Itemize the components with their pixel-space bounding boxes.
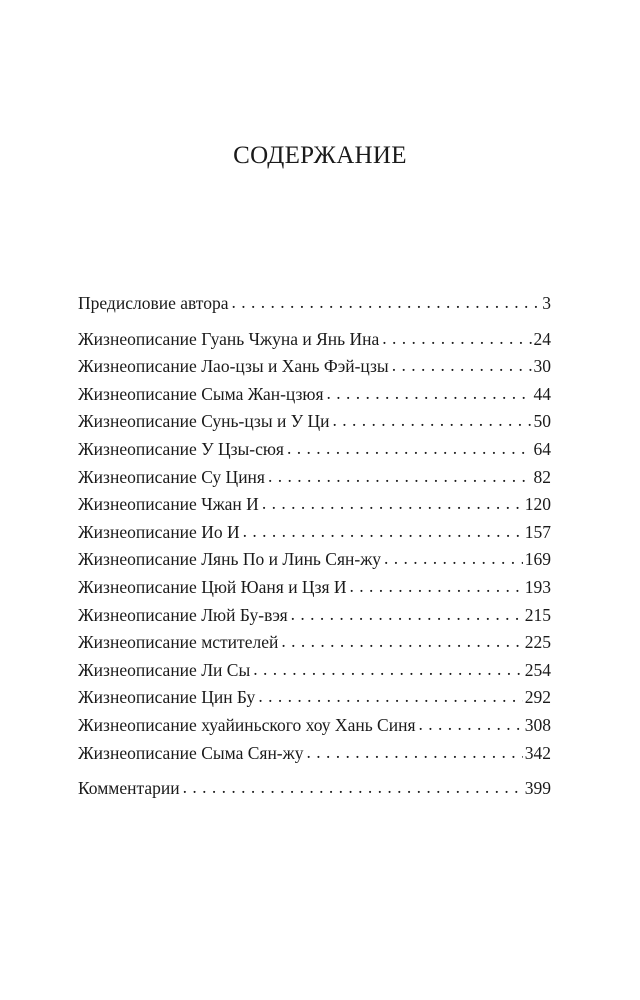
toc-entry — [78, 629, 551, 657]
toc-entry-page: 157 — [524, 521, 551, 542]
toc-leader-dots — [253, 656, 523, 684]
table-of-contents — [78, 290, 551, 803]
toc-entry — [78, 353, 551, 381]
toc-entry — [78, 519, 551, 547]
toc-entry — [78, 290, 551, 318]
toc-leader-dots — [333, 407, 532, 435]
toc-entry-page: 254 — [524, 659, 551, 680]
toc-entry-page: 30 — [533, 356, 551, 377]
toc-entry-label: Жизнеописание Ио И — [78, 521, 240, 542]
toc-leader-dots — [232, 289, 541, 317]
toc-entry — [78, 684, 551, 712]
toc-entry-page: 3 — [542, 293, 551, 313]
toc-entry — [78, 574, 551, 602]
toc-leader-dots — [392, 352, 532, 380]
toc-entry-page: 342 — [524, 742, 551, 763]
page-title: СОДЕРЖАНИЕ — [233, 142, 407, 169]
toc-leader-dots — [268, 463, 532, 491]
toc-entry-page: 225 — [524, 632, 551, 653]
toc-entry-label: Жизнеописание Сыма Сян-жу — [78, 742, 304, 763]
toc-leader-dots — [183, 774, 523, 802]
toc-entry-label: Предисловие автора — [78, 293, 229, 313]
toc-entry-label: Жизнеописание Су Циня — [78, 466, 265, 487]
toc-entry-label: Жизнеописание Лао-цзы и Хань Фэй-цзы — [78, 356, 389, 377]
toc-leader-dots — [350, 573, 523, 601]
toc-entry-label: Жизнеописание Лянь По и Линь Сян-жу — [78, 549, 382, 570]
toc-entry — [78, 775, 551, 803]
toc-entry — [78, 740, 551, 768]
toc-entry-label: Жизнеописание Чжан И — [78, 494, 259, 515]
toc-entry — [78, 436, 551, 464]
toc-entry — [78, 491, 551, 519]
toc-entry-page: 215 — [524, 604, 551, 625]
toc-entry-label: Жизнеописание Сунь-цзы и У Ци — [78, 411, 330, 432]
toc-leader-dots — [306, 739, 522, 767]
toc-leader-dots — [262, 490, 523, 518]
toc-leader-dots — [281, 628, 522, 656]
toc-entry — [78, 712, 551, 740]
toc-entry-label: Комментарии — [78, 778, 180, 799]
toc-leader-dots — [419, 711, 523, 739]
toc-leader-dots — [291, 601, 523, 629]
toc-entry-page: 193 — [524, 576, 551, 597]
toc-entry-page: 82 — [533, 466, 551, 487]
toc-leader-dots — [382, 325, 531, 353]
toc-entry — [78, 326, 551, 354]
toc-entry — [78, 546, 551, 574]
toc-entry-page: 399 — [524, 778, 551, 799]
toc-leader-dots — [327, 380, 532, 408]
toc-entry-page: 24 — [533, 328, 551, 349]
toc-leader-dots — [384, 545, 523, 573]
toc-entry-label: Жизнеописание Цин Бу — [78, 687, 256, 708]
toc-entry — [78, 464, 551, 492]
toc-entry-page: 50 — [533, 411, 551, 432]
toc-entry-label: Жизнеописание хуайиньского хоу Хань Синя — [78, 714, 416, 735]
toc-entry-label: Жизнеописание Гуань Чжуна и Янь Ина — [78, 328, 380, 349]
toc-entry-label: Жизнеописание Ли Сы — [78, 659, 251, 680]
toc-entry-page: 64 — [533, 438, 551, 459]
toc-entry-page: 44 — [533, 383, 551, 404]
toc-entry-label: Жизнеописание Цюй Юаня и Цзя И — [78, 576, 347, 597]
toc-entry-page: 120 — [524, 494, 551, 515]
toc-entry-label: Жизнеописание Сыма Жан-цзюя — [78, 383, 324, 404]
toc-entry-page: 308 — [524, 714, 551, 735]
toc-entry — [78, 381, 551, 409]
toc-leader-dots — [287, 435, 532, 463]
toc-entry — [78, 657, 551, 685]
toc-entry-label: Жизнеописание Люй Бу-вэя — [78, 604, 288, 625]
toc-entry-page: 292 — [524, 687, 551, 708]
toc-entry — [78, 602, 551, 630]
toc-entry-label: Жизнеописание мстителей — [78, 632, 279, 653]
toc-leader-dots — [258, 683, 522, 711]
toc-entry — [78, 408, 551, 436]
toc-entry-page: 169 — [524, 549, 551, 570]
toc-leader-dots — [243, 518, 523, 546]
toc-entry-label: Жизнеописание У Цзы-сюя — [78, 438, 284, 459]
